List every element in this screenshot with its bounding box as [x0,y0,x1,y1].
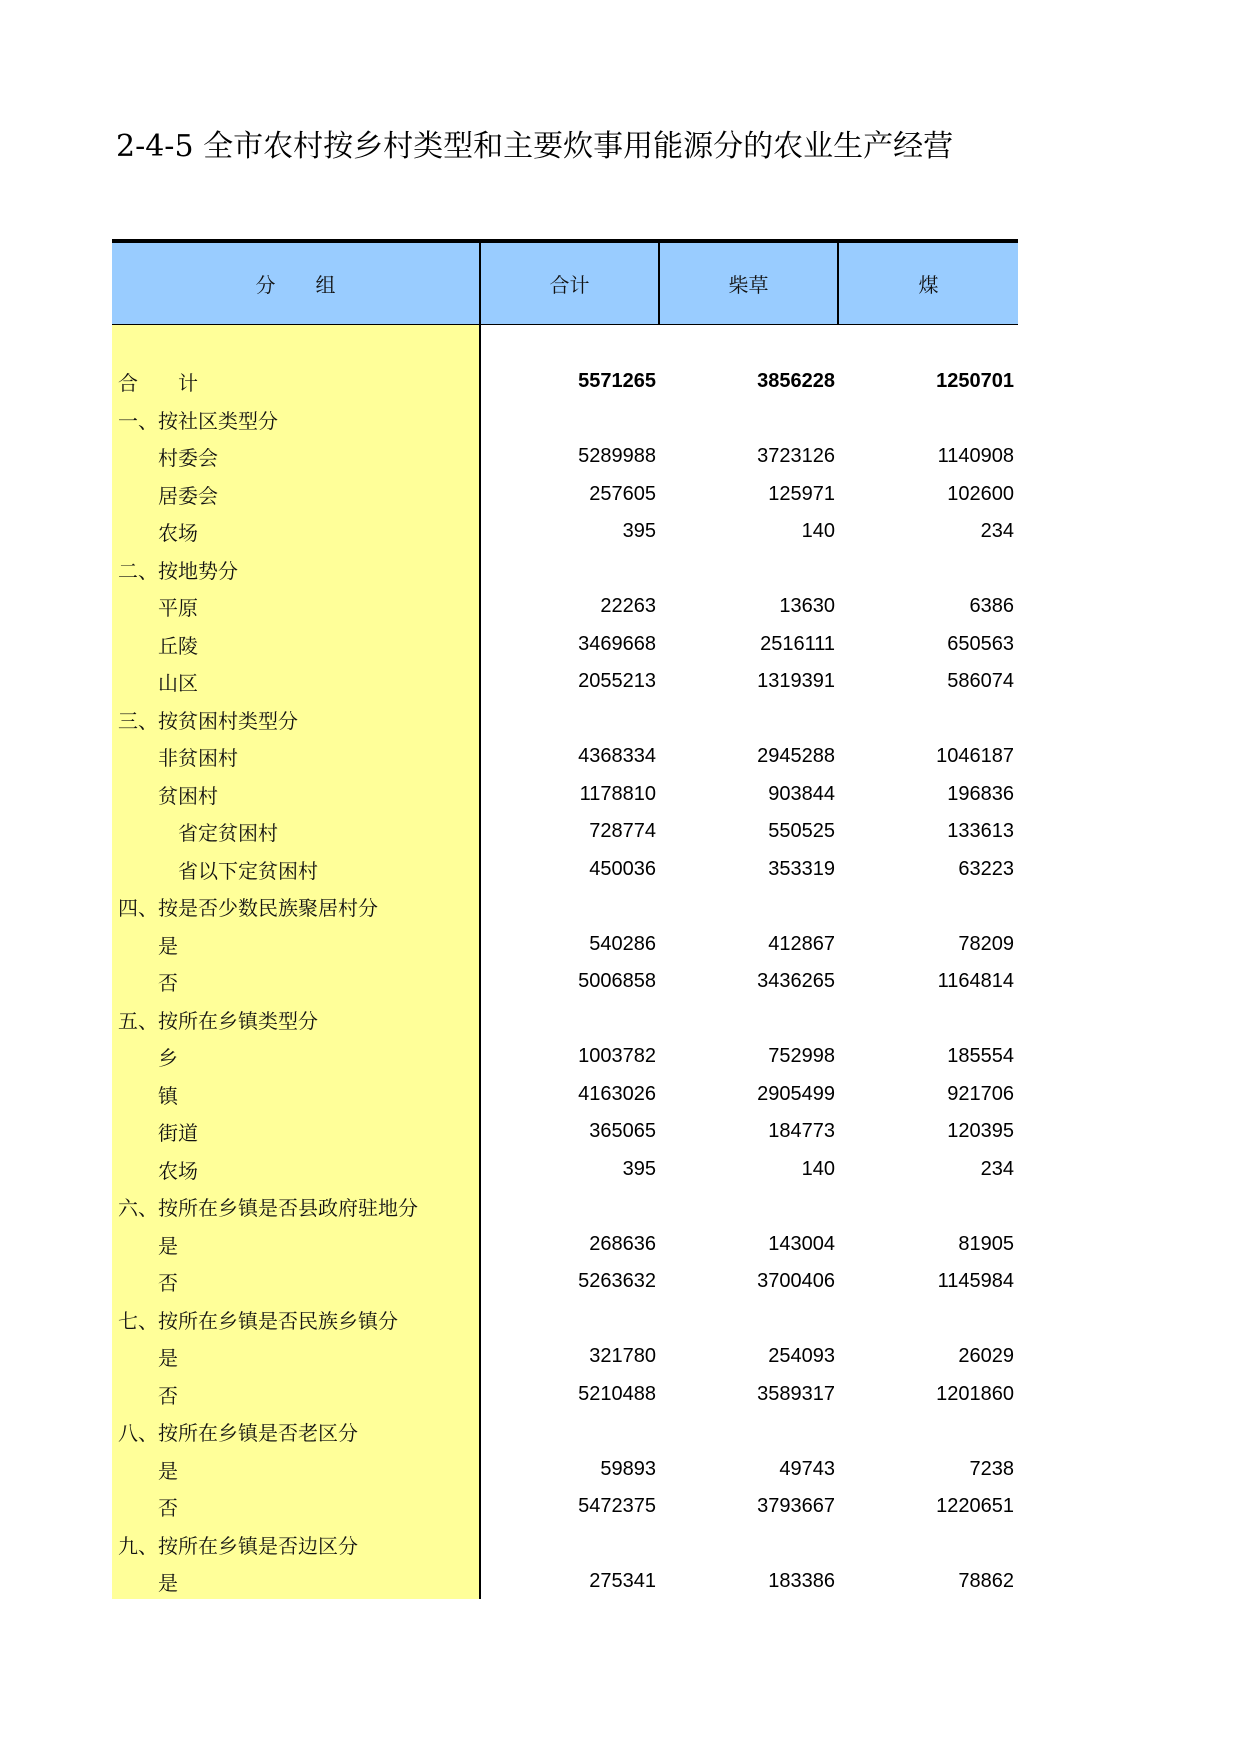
value-coal: 78209 [958,932,1014,955]
value-total: 395 [622,1157,656,1180]
value-coal: 1046187 [936,745,1014,768]
value-coal: 1140908 [937,445,1014,468]
value-firewood: 140 [801,1157,835,1180]
row-label: 省定贫困村 [178,821,278,846]
row-label: 九、按所在乡镇是否边区分 [118,1533,358,1558]
table-row [112,776,1018,814]
value-total: 728774 [589,820,656,843]
value-firewood: 125971 [768,482,835,505]
page-title: 2-4-5 全市农村按乡村类型和主要炊事用能源分的农业生产经营 [116,129,954,164]
value-coal: 1164814 [937,970,1014,993]
table-row [112,1376,1018,1414]
table-header [112,239,1018,325]
value-total: 1178810 [579,782,656,805]
row-label: 否 [158,1383,178,1408]
table-row [112,888,1018,926]
header-firewood: 柴草 [660,243,839,325]
value-firewood: 3856228 [757,370,835,393]
table-row [112,551,1018,589]
value-total: 3469668 [578,632,656,655]
value-firewood: 49743 [779,1457,835,1480]
table-row-total [112,363,1018,401]
value-coal: 102600 [947,482,1014,505]
row-label: 是 [158,933,178,958]
row-label: 是 [158,1458,178,1483]
row-label: 山区 [158,671,198,696]
value-coal: 586074 [947,670,1014,693]
row-label: 农场 [158,1158,198,1183]
row-label: 一、按社区类型分 [118,408,278,433]
table-row [112,663,1018,701]
table-row [112,1226,1018,1264]
value-coal: 234 [980,1157,1014,1180]
value-coal: 1201860 [936,1382,1014,1405]
table-row [112,1413,1018,1451]
row-label: 二、按地势分 [118,558,238,583]
value-total: 4368334 [578,745,656,768]
value-total: 257605 [589,482,656,505]
value-coal: 185554 [947,1045,1014,1068]
value-coal: 1250701 [936,370,1014,393]
value-coal: 1220651 [936,1495,1014,1518]
table-row [112,1038,1018,1076]
table-row [112,588,1018,626]
table-row [112,476,1018,514]
table-row [112,1301,1018,1339]
table-row [112,1338,1018,1376]
value-coal: 196836 [947,782,1014,805]
table-row [112,963,1018,1001]
row-label: 否 [158,971,178,996]
header-total: 合计 [481,243,660,325]
row-label: 居委会 [158,483,218,508]
row-label: 否 [158,1271,178,1296]
table-row [112,738,1018,776]
value-firewood: 183386 [768,1570,835,1593]
value-total: 5006858 [578,970,656,993]
table-rows [112,325,1018,1601]
row-label: 五、按所在乡镇类型分 [118,1008,318,1033]
value-firewood: 3723126 [757,445,835,468]
value-coal: 120395 [947,1120,1014,1143]
value-coal: 234 [980,520,1014,543]
value-firewood: 550525 [768,820,835,843]
value-total: 5263632 [578,1270,656,1293]
value-total: 268636 [589,1232,656,1255]
value-firewood: 2945288 [757,745,835,768]
value-firewood: 13630 [779,595,835,618]
row-label: 贫困村 [158,783,218,808]
row-label: 合 计 [118,371,198,396]
value-coal: 81905 [958,1232,1014,1255]
data-table [112,239,1018,1601]
value-total: 22263 [600,595,656,618]
value-firewood: 2516111 [760,632,835,655]
value-total: 450036 [589,857,656,880]
value-firewood: 903844 [768,782,835,805]
row-label: 八、按所在乡镇是否老区分 [118,1421,358,1446]
table-row [112,1563,1018,1601]
table-row [112,1488,1018,1526]
table-row [112,926,1018,964]
header-coal: 煤 [839,243,1018,325]
value-total: 5571265 [578,370,656,393]
table-body [112,325,1018,1601]
value-firewood: 412867 [768,932,835,955]
row-label: 是 [158,1571,178,1596]
table-row [112,1451,1018,1489]
table-row [112,701,1018,739]
table-row [112,1076,1018,1114]
value-total: 365065 [589,1120,656,1143]
value-firewood: 3589317 [757,1382,835,1405]
value-firewood: 752998 [768,1045,835,1068]
row-label: 乡 [158,1046,178,1071]
row-label: 四、按是否少数民族聚居村分 [118,896,378,921]
value-firewood: 143004 [768,1232,835,1255]
value-firewood: 3793667 [757,1495,835,1518]
value-firewood: 140 [801,520,835,543]
table-row [112,1263,1018,1301]
value-coal: 26029 [958,1345,1014,1368]
value-firewood: 3700406 [757,1270,835,1293]
value-total: 59893 [600,1457,656,1480]
table-row [112,851,1018,889]
value-total: 2055213 [578,670,656,693]
table-row [112,513,1018,551]
value-firewood: 2905499 [757,1082,835,1105]
value-firewood: 353319 [768,857,835,880]
value-total: 275341 [589,1570,656,1593]
row-label: 三、按贫困村类型分 [118,708,298,733]
row-label: 六、按所在乡镇是否县政府驻地分 [118,1196,418,1221]
table-row [112,1526,1018,1564]
row-label: 街道 [158,1121,198,1146]
row-label: 农场 [158,521,198,546]
value-total: 540286 [589,932,656,955]
value-coal: 650563 [947,632,1014,655]
table-row [112,1001,1018,1039]
title-container [116,122,1018,172]
value-firewood: 3436265 [757,970,835,993]
value-total: 321780 [589,1345,656,1368]
row-label: 非贫困村 [158,746,238,771]
value-firewood: 184773 [768,1120,835,1143]
table-row [112,626,1018,664]
value-coal: 6386 [969,595,1014,618]
value-total: 5210488 [578,1382,656,1405]
row-label: 否 [158,1496,178,1521]
row-label: 是 [158,1346,178,1371]
row-label: 平原 [158,596,198,621]
table-row [112,438,1018,476]
value-total: 395 [622,520,656,543]
row-label: 省以下定贫困村 [178,858,318,883]
value-coal: 133613 [947,820,1014,843]
value-total: 1003782 [578,1045,656,1068]
table-row [112,813,1018,851]
row-label: 是 [158,1233,178,1258]
table-row [112,1151,1018,1189]
value-firewood: 254093 [768,1345,835,1368]
row-label: 镇 [158,1083,178,1108]
value-coal: 78862 [958,1570,1014,1593]
row-label: 七、按所在乡镇是否民族乡镇分 [118,1308,398,1333]
table-row [112,1188,1018,1226]
value-coal: 7238 [969,1457,1014,1480]
value-total: 4163026 [578,1082,656,1105]
table-row [112,1113,1018,1151]
value-coal: 921706 [947,1082,1014,1105]
row-label: 村委会 [158,446,218,471]
value-coal: 63223 [958,857,1014,880]
value-firewood: 1319391 [757,670,835,693]
row-label: 丘陵 [158,633,198,658]
value-coal: 1145984 [937,1270,1014,1293]
value-total: 5472375 [578,1495,656,1518]
value-total: 5289988 [578,445,656,468]
table-row [112,401,1018,439]
header-group: 分 组 [112,243,481,325]
